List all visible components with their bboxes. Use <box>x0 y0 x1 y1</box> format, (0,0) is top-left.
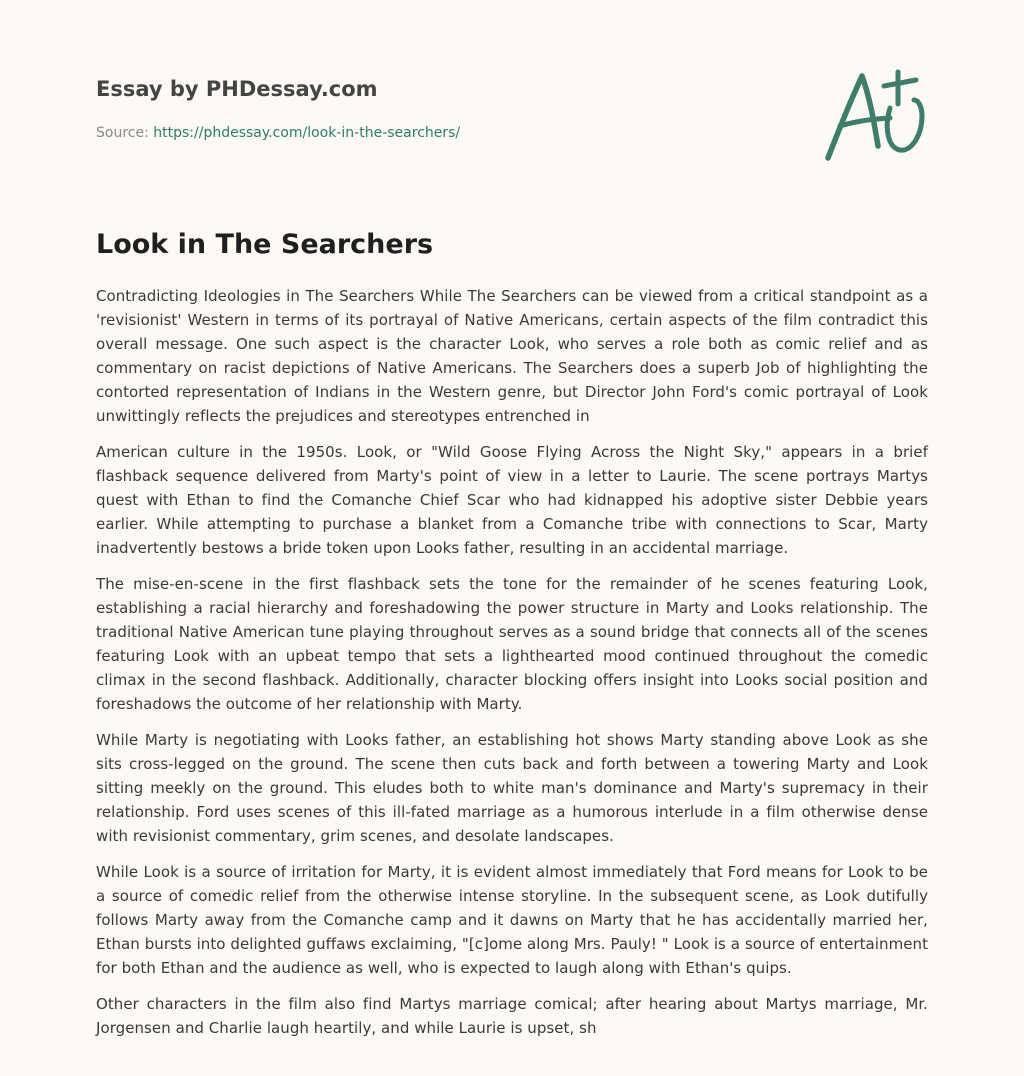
article-paragraph: Other characters in the film also find Martys marriage comical; after hearing about Martys marriage, Mr. Jorgensen and Charlie laugh heartily, and while Laurie is upset, sh <box>96 995 928 1037</box>
source-label: Source: <box>96 125 149 141</box>
article-paragraph: The mise-en-scene in the first flashback sets the tone for the remainder of he scenes featuring Look, establishing a racial hierarchy and foreshadowing the power structure in Marty and Looks relationship. The traditional Native American tune playing throughout serves as a sound bridge that connects all of the scenes featuring Look with an upbeat tempo that sets a lighthearted mood continued throughout the comedic climax in the second flashback. Additionally, character blocking offers insight into Looks social position and foreshadows the outcome of her relationship with Marty. <box>96 575 928 713</box>
logo-plus-horizontal <box>884 80 916 86</box>
site-brand: Essay by PHDessay.com <box>96 77 378 101</box>
source-line <box>96 123 796 143</box>
article-paragraph: While Marty is negotiating with Looks father, an establishing hot shows Marty standing above Look as she sits cross-legged on the ground. The scene then cuts back and forth between a towering Marty and Look sitting meekly on the ground. This eludes both to white man's dominance and Marty's supremacy in their relationship. Ford uses scenes of this ill-fated marriage as a humorous interlude in a film otherwise dense with revisionist commentary, grim scenes, and desolate landscapes. <box>96 731 928 845</box>
article-paragraph: American culture in the 1950s. Look, or "Wild Goose Flying Across the Night Sky," appears in a brief flashback sequence delivered from Marty's point of view in a letter to Laurie. The scene portrays Martys quest with Ethan to find the Comanche Chief Scar who had kidnapped his adoptive sister Debbie years earlier. While attempting to purchase a blanket from a Comanche tribe with connections to Scar, Marty inadvertently bestows a bride token upon Looks father, resulting in an accidental marriage. <box>96 443 928 557</box>
logo-letter-a-stroke <box>828 76 878 158</box>
article-paragraph: While Look is a source of irritation for Marty, it is evident almost immediately that Ford means for Look to be a source of comedic relief from the otherwise intense storyline. In the subsequent scene, as Look dutifully follows Marty away from the Comanche camp and it dawns on Marty that he has accidentally married her, Ethan bursts into delighted guffaws exclaiming, "[c]ome along Mrs. Pauly! " Look is a source of entertainment for both Ethan and the audience as well, who is expected to laugh along with Ethan's quips. <box>96 863 928 977</box>
source-link[interactable]: https://phdessay.com/look-in-the-searchers/ <box>153 125 461 141</box>
logo-letter-a-crossbar <box>840 118 890 126</box>
article-body <box>96 284 928 1052</box>
a-plus-grade-icon <box>818 64 934 168</box>
article-paragraph: Contradicting Ideologies in The Searchers While The Searchers can be viewed from a critical standpoint as a 'revisionist' Western in terms of its portrayal of Native Americans, certain aspects of the film contradict this overall message. One such aspect is the character Look, who serves a role both as comic relief and as commentary on racist depictions of Native Americans. The Searchers does a superb Job of highlighting the contorted representation of Indians in the Western genre, but Director John Ford's comic portrayal of Look unwittingly reflects the prejudices and stereotypes entrenched in <box>96 287 928 425</box>
page-header <box>96 72 796 143</box>
article-title: Look in The Searchers <box>96 229 434 260</box>
logo-plus-swirl <box>887 100 922 150</box>
